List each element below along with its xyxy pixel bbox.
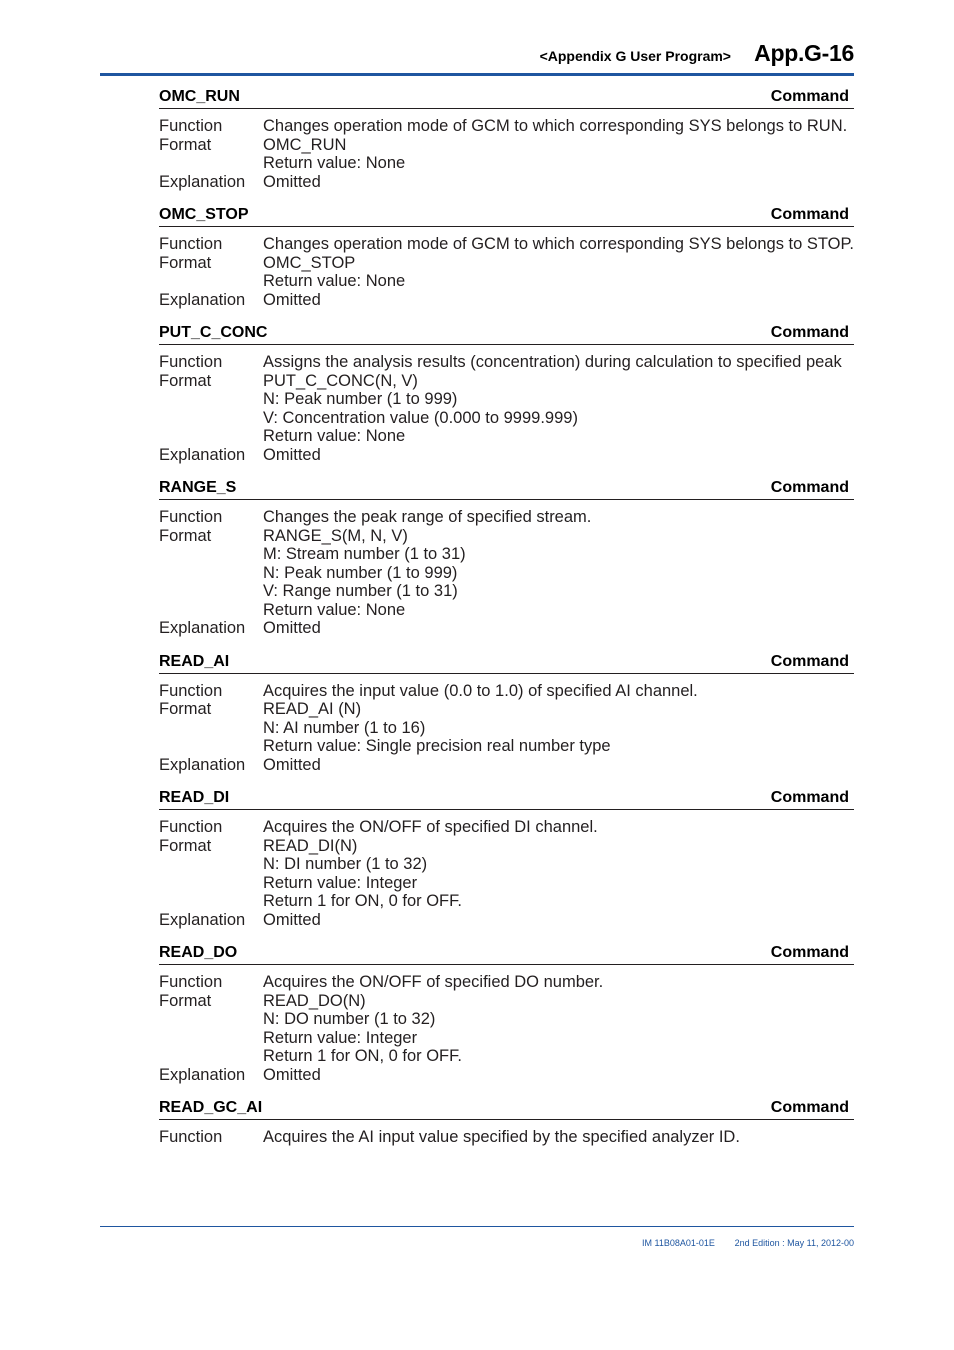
field-label: Explanation — [159, 445, 246, 464]
field-values — [263, 291, 854, 310]
field-row — [159, 911, 854, 930]
field-value-line: Assigns the analysis results (concentration) during calculation to specified peak — [263, 353, 842, 371]
field-value-line: N: AI number (1 to 16) — [263, 718, 426, 737]
field-label: Function — [159, 235, 223, 253]
field-label: Function — [159, 818, 223, 836]
field-value-line: Omitted — [263, 755, 321, 774]
footer-edition: 2nd Edition : May 11, 2012-00 — [734, 1238, 854, 1248]
command-body — [159, 345, 854, 464]
field-values — [263, 254, 854, 291]
field-label: Function — [159, 681, 223, 700]
command-name: RANGE_S — [159, 479, 237, 496]
field-value-line: Acquires the ON/OFF of specified DI channel. — [263, 818, 598, 836]
command-body — [159, 810, 854, 929]
field-label: Format — [159, 371, 212, 390]
field-value-line: PUT_C_CONC(N, V) — [263, 371, 418, 390]
command-section — [159, 204, 854, 309]
field-values — [263, 682, 854, 701]
field-value-line: Omitted — [263, 172, 321, 191]
field-row — [159, 173, 854, 192]
field-label: Explanation — [159, 1065, 246, 1084]
field-value-line: Omitted — [263, 445, 321, 464]
field-row — [159, 682, 854, 701]
command-section — [159, 1097, 854, 1147]
field-label: Function — [159, 353, 223, 371]
field-row — [159, 117, 854, 136]
field-row — [159, 446, 854, 465]
field-value-line: Omitted — [263, 619, 321, 637]
field-values — [263, 1128, 854, 1147]
field-value-line: Return value: None — [263, 154, 406, 172]
command-heading — [159, 1097, 854, 1120]
field-row — [159, 1128, 854, 1147]
field-values — [263, 372, 854, 446]
command-kind: Command — [770, 944, 849, 961]
command-section — [159, 477, 854, 638]
command-name: READ_GC_AI — [159, 1099, 263, 1116]
field-label: Function — [159, 1128, 223, 1146]
command-heading — [159, 787, 854, 810]
field-value-line: Changes operation mode of GCM to which corresponding SYS belongs to RUN. — [263, 117, 848, 135]
field-value-line: READ_DO(N) — [263, 991, 366, 1010]
command-heading — [159, 204, 854, 227]
command-body — [159, 674, 854, 775]
command-heading — [159, 322, 854, 345]
field-value-line: M: Stream number (1 to 31) — [263, 545, 466, 563]
field-label: Explanation — [159, 290, 246, 309]
field-label: Explanation — [159, 172, 246, 191]
field-value-line: Omitted — [263, 910, 321, 929]
command-kind: Command — [770, 88, 849, 105]
command-kind: Command — [770, 206, 849, 223]
field-value-line: Return 1 for ON, 0 for OFF. — [263, 1047, 462, 1065]
command-heading — [159, 477, 854, 500]
field-row — [159, 136, 854, 173]
command-kind: Command — [770, 479, 849, 496]
command-name: PUT_C_CONC — [159, 324, 268, 341]
footer-document-id: IM 11B08A01-01E — [642, 1238, 715, 1248]
field-value-line: N: Peak number (1 to 999) — [263, 390, 458, 408]
field-row — [159, 254, 854, 291]
field-value-line: Changes the peak range of specified stream. — [263, 508, 592, 526]
field-value-line: Return value: None — [263, 427, 406, 445]
command-section — [159, 651, 854, 775]
field-values — [263, 235, 854, 254]
field-value-line: Omitted — [263, 290, 321, 309]
field-value-line: READ_DI(N) — [263, 836, 358, 855]
field-label: Format — [159, 836, 212, 855]
field-label: Explanation — [159, 619, 246, 637]
field-values — [263, 527, 854, 620]
field-row — [159, 837, 854, 911]
field-label: Format — [159, 526, 212, 545]
field-value-line: Acquires the AI input value specified by the specified analyzer ID. — [263, 1128, 740, 1146]
command-heading — [159, 86, 854, 109]
field-values — [263, 353, 854, 372]
field-values — [263, 117, 854, 136]
field-values — [263, 446, 854, 465]
field-values — [263, 837, 854, 911]
field-label: Function — [159, 973, 223, 991]
field-values — [263, 911, 854, 930]
field-values — [263, 973, 854, 992]
command-body — [159, 500, 854, 638]
command-name: OMC_STOP — [159, 206, 249, 223]
field-value-line: N: DO number (1 to 32) — [263, 1010, 436, 1028]
command-kind: Command — [770, 1099, 849, 1116]
field-value-line: Return value: Single precision real number type — [263, 737, 611, 755]
field-value-line: Omitted — [263, 1065, 321, 1084]
field-value-line: Return value: None — [263, 272, 406, 290]
field-value-line: N: Peak number (1 to 999) — [263, 563, 458, 582]
command-name: READ_DO — [159, 944, 238, 961]
field-value-line: READ_AI (N) — [263, 700, 362, 718]
command-body — [159, 227, 854, 309]
field-values — [263, 992, 854, 1066]
command-section — [159, 86, 854, 191]
command-section — [159, 322, 854, 464]
command-kind: Command — [770, 652, 849, 670]
field-values — [263, 173, 854, 192]
command-body — [159, 965, 854, 1084]
field-row — [159, 700, 854, 756]
field-row — [159, 1066, 854, 1085]
footer-rule — [100, 1226, 854, 1227]
field-value-line: OMC_RUN — [263, 135, 347, 154]
field-value-line: Changes operation mode of GCM to which corresponding SYS belongs to STOP. — [263, 235, 854, 253]
field-row — [159, 508, 854, 527]
field-values — [263, 756, 854, 775]
command-body — [159, 109, 854, 191]
field-values — [263, 508, 854, 527]
field-values — [263, 619, 854, 638]
field-row — [159, 619, 854, 638]
field-values — [263, 1066, 854, 1085]
field-label: Format — [159, 135, 212, 154]
field-value-line: V: Range number (1 to 31) — [263, 582, 458, 600]
field-label: Explanation — [159, 755, 246, 774]
field-value-line: OMC_STOP — [263, 253, 356, 272]
field-row — [159, 756, 854, 775]
field-value-line: Return 1 for ON, 0 for OFF. — [263, 892, 462, 910]
command-section — [159, 787, 854, 929]
field-label: Function — [159, 117, 223, 135]
field-label: Explanation — [159, 910, 246, 929]
page-number: App.G-16 — [754, 40, 854, 66]
field-label: Format — [159, 991, 212, 1010]
command-name: READ_AI — [159, 652, 230, 670]
field-value-line: RANGE_S(M, N, V) — [263, 526, 408, 545]
field-values — [263, 136, 854, 173]
field-value-line: Return value: None — [263, 600, 406, 619]
field-value-line: Return value: Integer — [263, 873, 418, 892]
command-name: READ_DI — [159, 789, 230, 806]
command-kind: Command — [770, 789, 849, 806]
field-row — [159, 973, 854, 992]
command-body — [159, 1120, 854, 1147]
command-section — [159, 942, 854, 1084]
field-value-line: Acquires the input value (0.0 to 1.0) of specified AI channel. — [263, 681, 698, 700]
field-label: Function — [159, 508, 223, 526]
command-heading — [159, 942, 854, 965]
field-row — [159, 527, 854, 620]
field-row — [159, 818, 854, 837]
field-row — [159, 235, 854, 254]
header-rule — [100, 73, 854, 76]
command-kind: Command — [770, 324, 849, 341]
field-value-line: N: DI number (1 to 32) — [263, 855, 428, 873]
field-row — [159, 372, 854, 446]
field-row — [159, 992, 854, 1066]
field-values — [263, 700, 854, 756]
command-heading — [159, 651, 854, 674]
command-name: OMC_RUN — [159, 88, 240, 105]
field-value-line: Acquires the ON/OFF of specified DO number. — [263, 973, 604, 991]
field-row — [159, 353, 854, 372]
field-label: Format — [159, 253, 212, 272]
field-value-line: V: Concentration value (0.000 to 9999.999) — [263, 408, 578, 427]
field-values — [263, 818, 854, 837]
field-label: Format — [159, 700, 212, 718]
header-section-label: <Appendix G User Program> — [539, 48, 731, 64]
field-value-line: Return value: Integer — [263, 1028, 418, 1047]
command-list — [159, 86, 854, 1160]
field-row — [159, 291, 854, 310]
